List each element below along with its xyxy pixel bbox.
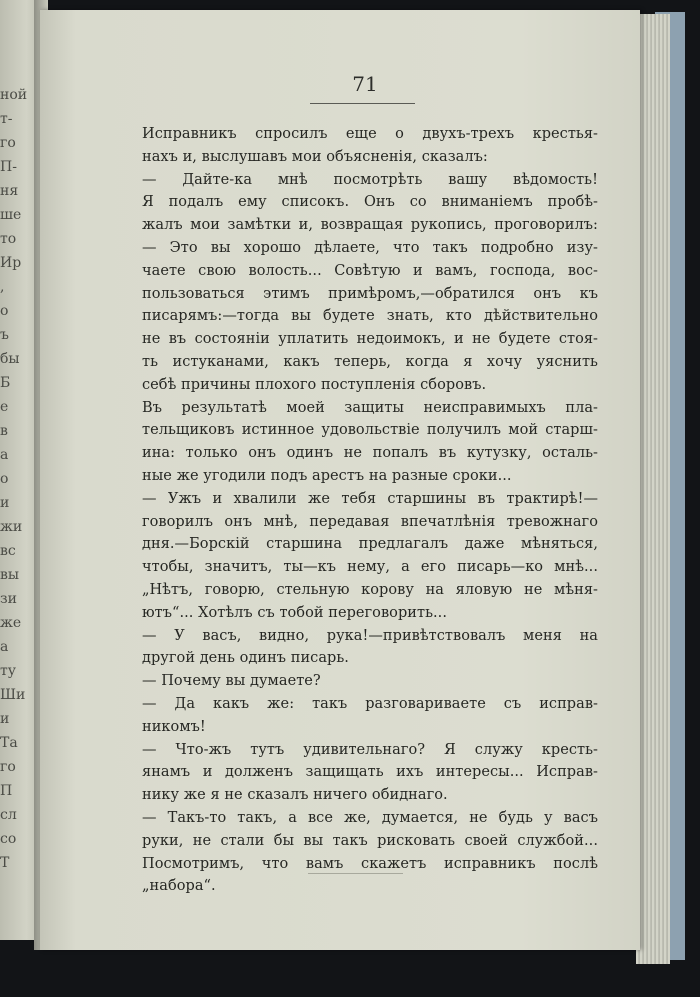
left-page-fragment: е <box>0 399 9 415</box>
left-page-fragment: вс <box>0 543 16 559</box>
text-line: никомъ! <box>142 718 206 735</box>
left-page-fragment: Та <box>0 735 18 751</box>
left-page-fragment: а <box>0 639 9 655</box>
left-page-fragment: и <box>0 495 10 511</box>
left-page-fragment: го <box>0 135 16 151</box>
left-page-fragment: бы <box>0 351 20 367</box>
page-edges <box>636 14 670 964</box>
page-number: 71 <box>352 72 378 96</box>
text-line: нику же я не сказалъ ничего обиднаго. <box>142 787 448 804</box>
left-page-fragment: т- <box>0 111 13 127</box>
text-line: „Нѣтъ, говорю, стельную корову на яловую не мѣня- <box>142 581 598 598</box>
text-line: — Это вы хорошо дѣлаете, что такъ подробно изу- <box>142 239 598 256</box>
text-line: — Ужъ и хвалили же тебя старшины въ трактирѣ!— <box>142 490 598 507</box>
text-line: ютъ“... Хотѣлъ съ тобой переговорить... <box>142 604 447 621</box>
text-line: чтобы, значитъ, ты—къ нему, а его писарь—ко мнѣ... <box>142 559 598 576</box>
text-line: другой день одинъ писарь. <box>142 650 349 667</box>
left-page-fragment: то <box>0 231 17 247</box>
left-page-fragment: о <box>0 471 9 487</box>
text-line: янамъ и долженъ защищать ихъ интересы... Исправ- <box>142 764 598 781</box>
left-page-fragment: жи <box>0 519 23 535</box>
text-line: ина: только онъ одинъ не попалъ въ кутузку, осталь- <box>142 445 598 462</box>
left-page-fragment: зи <box>0 591 17 607</box>
text-line: Я подалъ ему списокъ. Онъ со вниманіемъ пробѣ- <box>142 194 598 211</box>
text-line: ные же угодили подъ арестъ на разные сроки... <box>142 467 512 484</box>
left-page-fragment: а <box>0 447 9 463</box>
text-line: руки, не стали бы вы такъ рисковать своей службой... <box>142 832 598 849</box>
text-line: Исправникъ спросилъ еще о двухъ-трехъ крестья- <box>142 126 598 142</box>
text-line: тельщиковъ истинное удовольствіе получилъ мой старш- <box>142 422 598 439</box>
page-text <box>142 123 598 898</box>
text-line: писарямъ:—тогда вы будете знать, кто дѣйствительно <box>142 308 598 325</box>
header-rule <box>310 103 415 104</box>
left-page-fragment: о <box>0 303 9 319</box>
left-page-fragment: Т <box>0 855 10 871</box>
footer-rule <box>308 873 403 874</box>
left-page-fragment: Ир <box>0 255 22 271</box>
left-page-fragment: со <box>0 831 17 847</box>
right-page <box>40 10 640 950</box>
left-page-fragment: , <box>0 279 5 295</box>
left-page-fragment: Ши <box>0 687 26 703</box>
text-line: „набора“. <box>142 878 216 895</box>
text-line: — Да какъ же: такъ разговариваете съ исправ- <box>142 695 598 712</box>
left-page-fragment: ня <box>0 183 19 199</box>
left-page-fragment: П- <box>0 159 17 175</box>
text-line: дня.—Борскій старшина предлагалъ даже мѣняться, <box>142 536 598 553</box>
text-line: Посмотримъ, что вамъ скажетъ исправникъ послѣ <box>142 855 598 872</box>
text-line: нахъ и, выслушавъ мои объясненія, сказалъ: <box>142 148 488 165</box>
text-line: — Почему вы думаете? <box>142 673 321 690</box>
left-page-fragment: в <box>0 423 8 439</box>
text-line: чаете свою волость... Совѣтую и вамъ, господа, вос- <box>142 262 598 279</box>
left-page-fragment: ъ <box>0 327 9 343</box>
text-line: говорилъ онъ мнѣ, передавая впечатлѣнія тревожнаго <box>142 513 598 530</box>
left-page-fragment: го <box>0 759 16 775</box>
left-page-fragment: Б <box>0 375 11 391</box>
text-line: — Что-жъ тутъ удивительнаго? Я служу кресть- <box>142 741 598 758</box>
text-line: пользоваться этимъ примѣромъ,—обратился онъ къ <box>142 285 598 302</box>
left-page-fragment: же <box>0 615 22 631</box>
text-line: — У васъ, видно, рука!—привѣтствовалъ меня на <box>142 627 598 644</box>
left-page-fragment: и <box>0 711 10 727</box>
left-page-fragment: ше <box>0 207 22 223</box>
text-line: — Дайте-ка мнѣ посмотрѣть вашу вѣдомость! <box>142 171 598 188</box>
text-line: Въ результатѣ моей защиты неисправимыхъ пла- <box>142 399 598 416</box>
text-line: себѣ причины плохого поступленія сборовъ. <box>142 376 487 393</box>
text-line: — Такъ-то такъ, а все же, думается, не будь у васъ <box>142 809 598 826</box>
left-page-fragment: сл <box>0 807 17 823</box>
left-page-fragment: вы <box>0 567 20 583</box>
left-page-fragment: ту <box>0 663 16 679</box>
left-page-fragment: ной <box>0 87 28 103</box>
text-line: жалъ мои замѣтки и, возвращая рукопись, проговорилъ: <box>142 217 598 234</box>
text-line: ть истуканами, какъ теперь, когда я хочу уяснить <box>142 353 598 370</box>
left-page-fragment: П <box>0 783 13 799</box>
text-line: не въ состояніи уплатить недоимокъ, и не будете стоя- <box>142 331 598 348</box>
